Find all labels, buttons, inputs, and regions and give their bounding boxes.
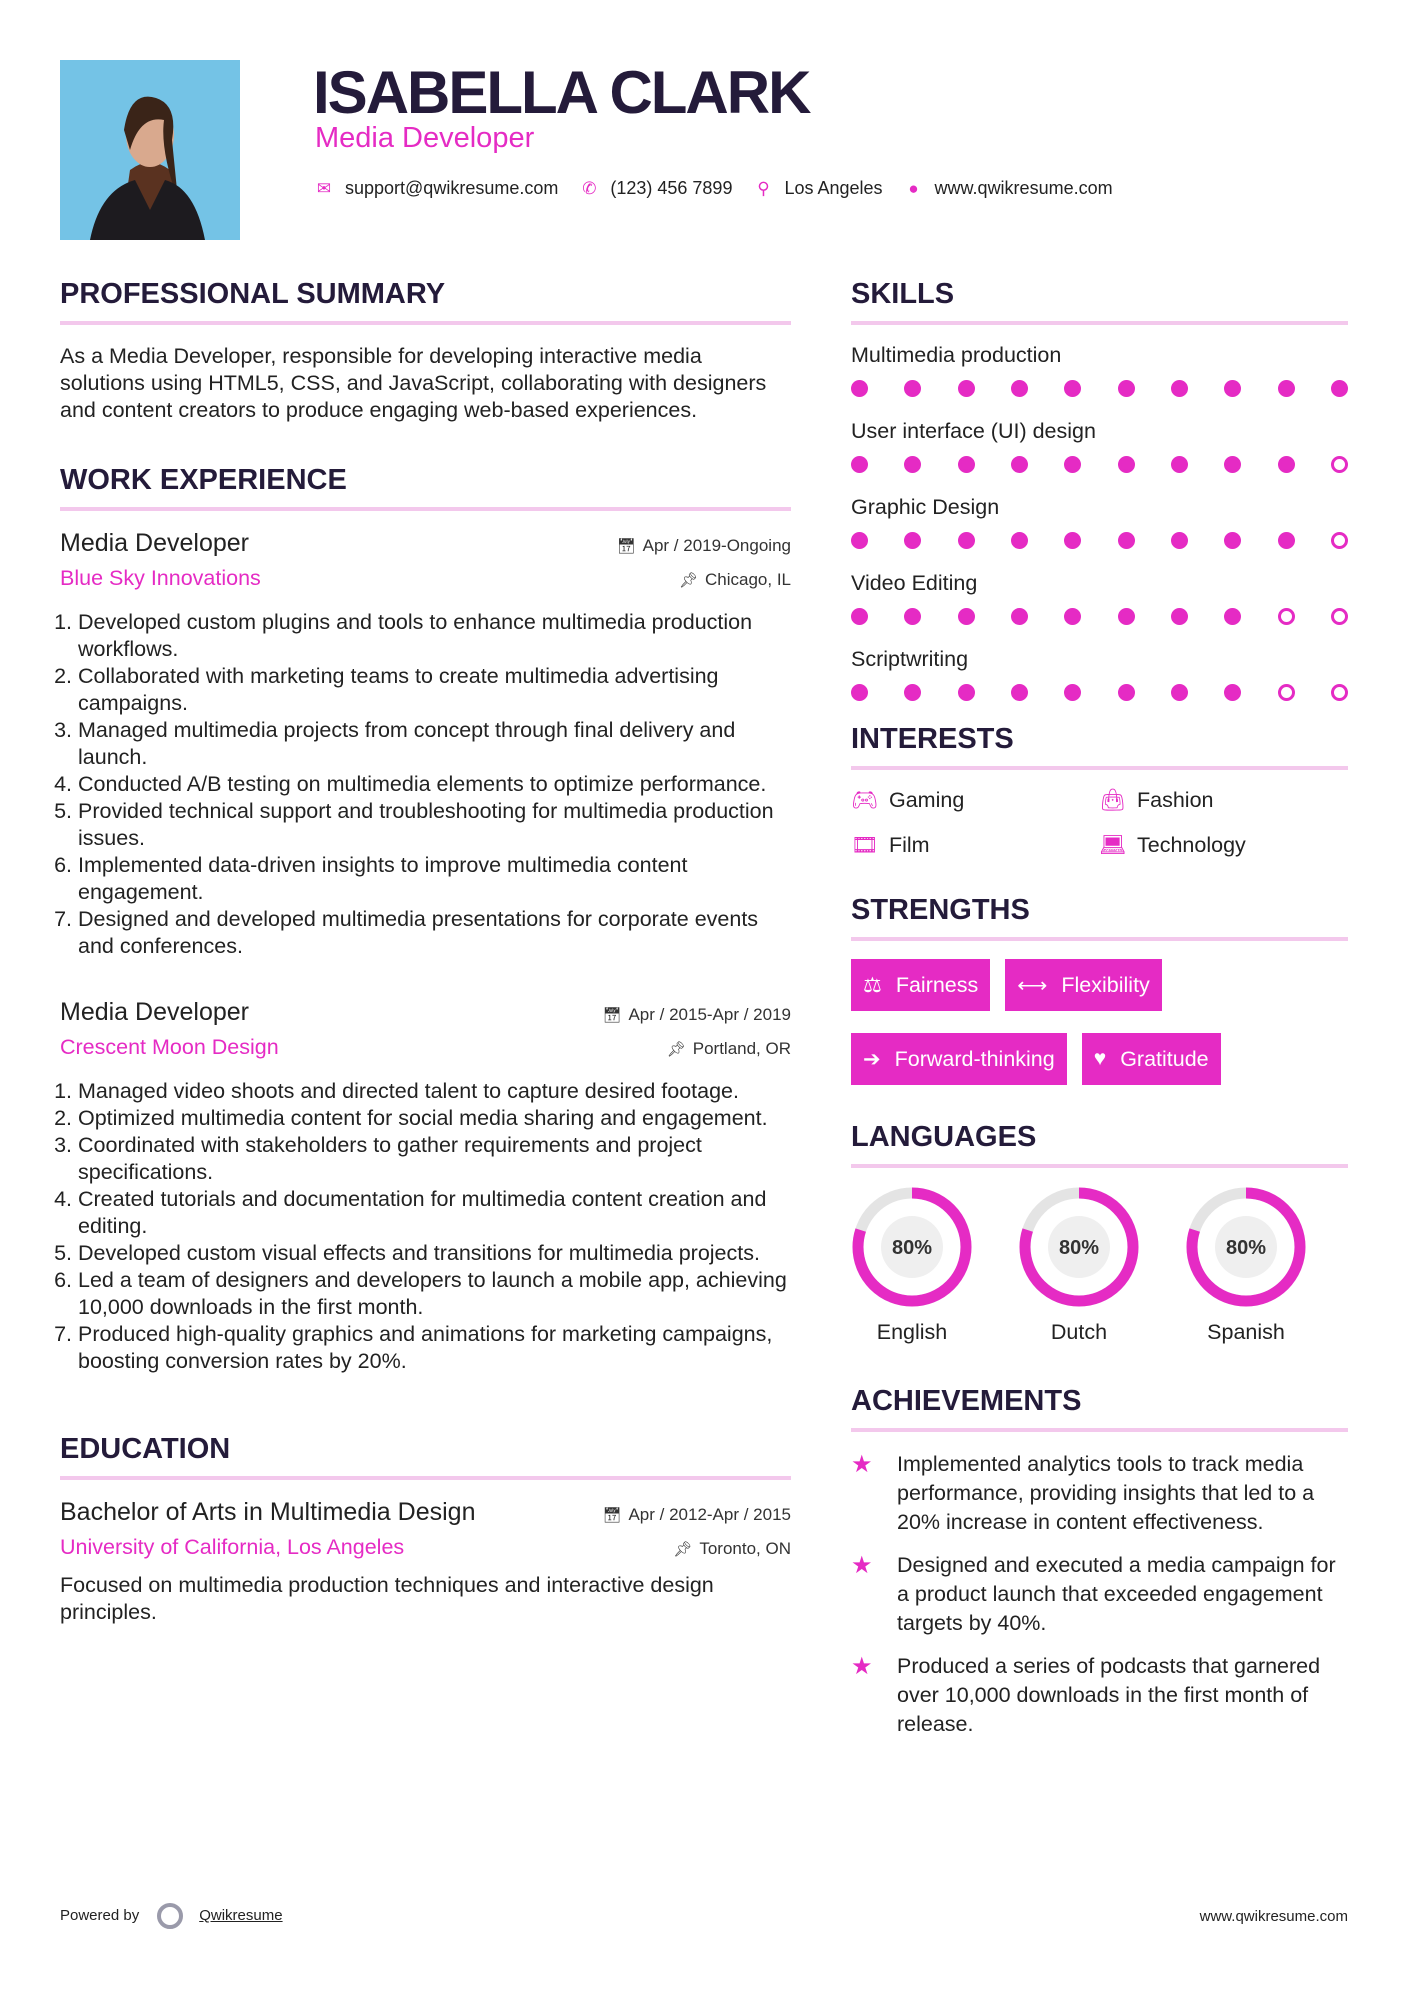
bullet-item: 1. Managed video shoots and directed talent to capture desired footage. — [78, 1078, 791, 1105]
strength-tag — [851, 959, 990, 1011]
job-dates-wrap — [602, 1005, 791, 1025]
skill-name: Scriptwriting — [851, 647, 969, 671]
rating-dot-filled — [1118, 456, 1135, 473]
rating-dot-filled — [1118, 380, 1135, 397]
candidate-title: Media Developer — [315, 122, 535, 154]
pin-icon: 📌︎ — [673, 1541, 693, 1558]
arrow-right-icon: ➔ — [863, 1047, 881, 1071]
rating-dot-filled — [1118, 608, 1135, 625]
job-entry — [60, 998, 791, 1375]
contact-3[interactable]: www.qwikresume.com — [934, 178, 1113, 198]
job-dates-wrap — [617, 536, 791, 556]
section-heading: SKILLS — [851, 278, 1348, 325]
bullet-item: 5. Provided technical support and troubleshooting for multimedia production issues. — [78, 798, 791, 852]
left-column — [60, 278, 791, 1626]
rating-dot-filled — [1171, 684, 1188, 701]
rating-dot-filled — [1011, 532, 1028, 549]
skill-name: Video Editing — [851, 571, 978, 595]
film-icon: 🎞︎ — [851, 833, 879, 857]
section-heading: LANGUAGES — [851, 1121, 1348, 1168]
rating-dot-filled — [1011, 380, 1028, 397]
language-ring — [1185, 1186, 1307, 1308]
bullet-item: 6. Led a team of designers and developers to launch a mobile app, achieving 10,000 downloads in the first month. — [78, 1267, 791, 1321]
strength-tag — [1005, 959, 1162, 1011]
bullet-item: 2. Collaborated with marketing teams to create multimedia advertising campaigns. — [78, 663, 791, 717]
rating-dot-filled — [1331, 380, 1348, 397]
rating-dot-filled — [958, 380, 975, 397]
education-location: Toronto, ON — [699, 1539, 791, 1558]
rating-dot-empty — [1331, 608, 1348, 625]
rating-dot-filled — [1011, 456, 1028, 473]
rating-dot-filled — [904, 380, 921, 397]
job-header — [60, 529, 791, 558]
language-percent: 80% — [891, 1237, 933, 1259]
rating-dot-filled — [1224, 608, 1241, 625]
footer-url[interactable]: www.qwikresume.com — [1199, 1907, 1348, 1925]
rating-dot-filled — [958, 456, 975, 473]
interest-label: Film — [889, 833, 930, 857]
achievement-text: Produced a series of podcasts that garnered over 10,000 downloads in the first month of release. — [897, 1654, 1321, 1736]
job-bullets — [60, 1078, 791, 1375]
achievement-item — [851, 1652, 1348, 1739]
job-title: Media Developer — [60, 998, 249, 1026]
job-location-wrap — [679, 570, 791, 590]
school: University of California, Los Angeles — [60, 1535, 405, 1559]
rating-dot-filled — [851, 684, 868, 701]
rating-dot-filled — [1224, 532, 1241, 549]
achievement-item — [851, 1450, 1348, 1537]
language-item — [1018, 1186, 1140, 1345]
rating-dot-filled — [904, 684, 921, 701]
shooting-star-icon: ★ — [851, 1451, 873, 1478]
bullet-item: 6. Implemented data-driven insights to improve multimedia content engagement. — [78, 852, 791, 906]
rating-dot-filled — [1224, 456, 1241, 473]
rating-dot-filled — [1011, 684, 1028, 701]
experience-section — [60, 464, 791, 1375]
strengths-section — [851, 894, 1348, 1085]
strength-tag — [851, 1033, 1067, 1085]
rating-dot-filled — [851, 456, 868, 473]
bullet-item: 3. Coordinated with stakeholders to gather requirements and project specifications. — [78, 1132, 791, 1186]
summary-section — [60, 278, 791, 424]
bullet-item: 5. Developed custom visual effects and transitions for multimedia projects. — [78, 1240, 791, 1267]
rating-dot-filled — [1118, 684, 1135, 701]
language-percent: 80% — [1058, 1237, 1100, 1259]
rating-dot-filled — [851, 380, 868, 397]
contact-info — [315, 178, 1135, 199]
summary-text: As a Media Developer, responsible for developing interactive media solutions using HTML5, CSS, and JavaScript, collaborating with designers and content creators to produce engaging web-based experiences. — [60, 344, 767, 422]
gamepad-icon: 🎮︎ — [851, 788, 879, 812]
contact-1[interactable]: (123) 456 7899 — [610, 178, 733, 198]
skill-name: Multimedia production — [851, 343, 1062, 367]
section-heading: PROFESSIONAL SUMMARY — [60, 278, 791, 325]
calendar-icon: 📅︎ — [616, 538, 636, 555]
achievement-text: Designed and executed a media campaign for a product launch that exceeded engagement targets by 40%. — [897, 1553, 1336, 1635]
rating-dot-filled — [1064, 532, 1081, 549]
rating-dot-empty — [1331, 684, 1348, 701]
skill-name: User interface (UI) design — [851, 419, 1096, 443]
rating-dot-filled — [1171, 608, 1188, 625]
job-entry — [60, 529, 791, 960]
section-heading: ACHIEVEMENTS — [851, 1385, 1348, 1432]
interest-label: Gaming — [889, 788, 965, 812]
qwikresume-logo-icon — [157, 1903, 183, 1929]
interest-item — [851, 833, 1099, 858]
rating-dot-filled — [1278, 532, 1295, 549]
job-location: Chicago, IL — [705, 570, 791, 589]
pin-icon: 📌︎ — [678, 572, 698, 589]
education-dates: Apr / 2012-Apr / 2015 — [628, 1505, 791, 1524]
interests-section — [851, 723, 1348, 858]
phone-icon: ✆ — [582, 178, 597, 198]
skill-rating — [851, 380, 1348, 397]
education-section — [60, 1433, 791, 1626]
rating-dot-filled — [1278, 456, 1295, 473]
bullet-item: 7. Produced high-quality graphics and animations for marketing campaigns, boosting conversion rates by 20%. — [78, 1321, 791, 1375]
interest-label: Technology — [1137, 833, 1246, 857]
interest-label: Fashion — [1137, 788, 1214, 812]
skill-rating — [851, 684, 1348, 701]
strength-label: Flexibility — [1061, 972, 1150, 997]
strength-label: Gratitude — [1120, 1046, 1209, 1071]
job-dates: Apr / 2015-Apr / 2019 — [628, 1005, 791, 1024]
pin-icon: 📌︎ — [666, 1041, 686, 1058]
rating-dot-filled — [1278, 380, 1295, 397]
rating-dot-empty — [1278, 684, 1295, 701]
achievement-text: Implemented analytics tools to track media performance, providing insights that led to a 20% increase in content effectiveness. — [897, 1452, 1315, 1534]
map-pin-icon: ⚲ — [757, 178, 770, 198]
contact-2[interactable]: Los Angeles — [784, 178, 883, 198]
education-text: Focused on multimedia production techniques and interactive design principles. — [60, 1573, 714, 1624]
degree: Bachelor of Arts in Multimedia Design — [60, 1498, 476, 1526]
job-title: Media Developer — [60, 529, 249, 557]
calendar-icon: 📅︎ — [602, 1007, 622, 1024]
rating-dot-filled — [904, 456, 921, 473]
interest-item — [851, 788, 1099, 813]
bullet-item: 1. Developed custom plugins and tools to enhance multimedia production workflows. — [78, 609, 791, 663]
language-ring — [1018, 1186, 1140, 1308]
job-dates: Apr / 2019-Ongoing — [642, 536, 791, 555]
rating-dot-filled — [1171, 380, 1188, 397]
laptop-icon: 💻︎ — [1099, 833, 1127, 857]
language-percent: 80% — [1225, 1237, 1267, 1259]
section-heading: STRENGTHS — [851, 894, 1348, 941]
shooting-star-icon: ★ — [851, 1552, 873, 1579]
shooting-star-icon: ★ — [851, 1653, 873, 1680]
balance-scale-icon: ⚖ — [863, 973, 882, 997]
achievements-section — [851, 1385, 1348, 1739]
language-ring — [851, 1186, 973, 1308]
candidate-name: ISABELLA CLARK — [313, 59, 810, 126]
rating-dot-empty — [1278, 608, 1295, 625]
company-name: Crescent Moon Design — [60, 1035, 279, 1059]
language-name: Spanish — [1207, 1320, 1285, 1344]
bullet-item: 2. Optimized multimedia content for social media sharing and engagement. — [78, 1105, 791, 1132]
section-heading: INTERESTS — [851, 723, 1348, 770]
job-subheader — [60, 558, 791, 591]
rating-dot-filled — [958, 532, 975, 549]
rating-dot-filled — [958, 684, 975, 701]
language-item — [851, 1186, 973, 1345]
right-column — [851, 278, 1348, 1753]
skill-rating — [851, 456, 1348, 473]
skills-section — [851, 278, 1348, 701]
footer — [60, 1903, 1348, 1929]
language-name: English — [876, 1320, 948, 1344]
profile-photo — [60, 60, 240, 240]
languages-section — [851, 1121, 1348, 1345]
job-location: Portland, OR — [692, 1039, 791, 1058]
achievement-item — [851, 1551, 1348, 1638]
strength-tag — [1082, 1033, 1221, 1085]
bullet-item: 3. Managed multimedia projects from concept through final delivery and launch. — [78, 717, 791, 771]
envelope-icon: ✉ — [316, 178, 332, 198]
rating-dot-filled — [1224, 684, 1241, 701]
rating-dot-filled — [1171, 456, 1188, 473]
arrows-horizontal-icon: ⟷ — [1017, 973, 1048, 997]
language-item — [1185, 1186, 1307, 1345]
globe-icon: ● — [908, 178, 919, 198]
calendar-icon: 📅︎ — [602, 1507, 622, 1524]
company-name: Blue Sky Innovations — [60, 566, 261, 590]
rating-dot-filled — [1118, 532, 1135, 549]
strength-label: Forward-thinking — [894, 1046, 1055, 1071]
job-header — [60, 998, 791, 1027]
language-name: Dutch — [1050, 1320, 1108, 1344]
rating-dot-filled — [1064, 684, 1081, 701]
brand-link[interactable]: Qwikresume — [199, 1906, 283, 1924]
contact-0[interactable]: support@qwikresume.com — [345, 178, 559, 198]
section-heading: EDUCATION — [60, 1433, 791, 1480]
rating-dot-filled — [1011, 608, 1028, 625]
powered-by-label: Powered by — [60, 1906, 140, 1924]
strength-label: Fairness — [895, 972, 979, 997]
rating-dot-filled — [851, 608, 868, 625]
interest-item — [1099, 833, 1347, 858]
job-subheader — [60, 1027, 791, 1060]
section-heading: WORK EXPERIENCE — [60, 464, 791, 511]
bullet-item: 4. Created tutorials and documentation for multimedia content creation and editing. — [78, 1186, 791, 1240]
skill-name: Graphic Design — [851, 495, 1000, 519]
rating-dot-filled — [1064, 380, 1081, 397]
bullet-item: 7. Designed and developed multimedia presentations for corporate events and conferences. — [78, 906, 791, 960]
rating-dot-filled — [904, 608, 921, 625]
rating-dot-empty — [1331, 456, 1348, 473]
job-bullets — [60, 609, 791, 960]
skill-rating — [851, 532, 1348, 549]
skill-rating — [851, 608, 1348, 625]
rating-dot-filled — [1064, 456, 1081, 473]
rating-dot-filled — [851, 532, 868, 549]
shopping-bag-icon: 👜︎ — [1099, 788, 1127, 812]
rating-dot-filled — [1171, 532, 1188, 549]
rating-dot-empty — [1331, 532, 1348, 549]
rating-dot-filled — [958, 608, 975, 625]
rating-dot-filled — [1224, 380, 1241, 397]
rating-dot-filled — [1064, 608, 1081, 625]
rating-dot-filled — [904, 532, 921, 549]
job-location-wrap — [667, 1039, 791, 1059]
bullet-item: 4. Conducted A/B testing on multimedia elements to optimize performance. — [78, 771, 791, 798]
interest-item — [1099, 788, 1347, 813]
heart-icon: ♥ — [1093, 1047, 1107, 1070]
